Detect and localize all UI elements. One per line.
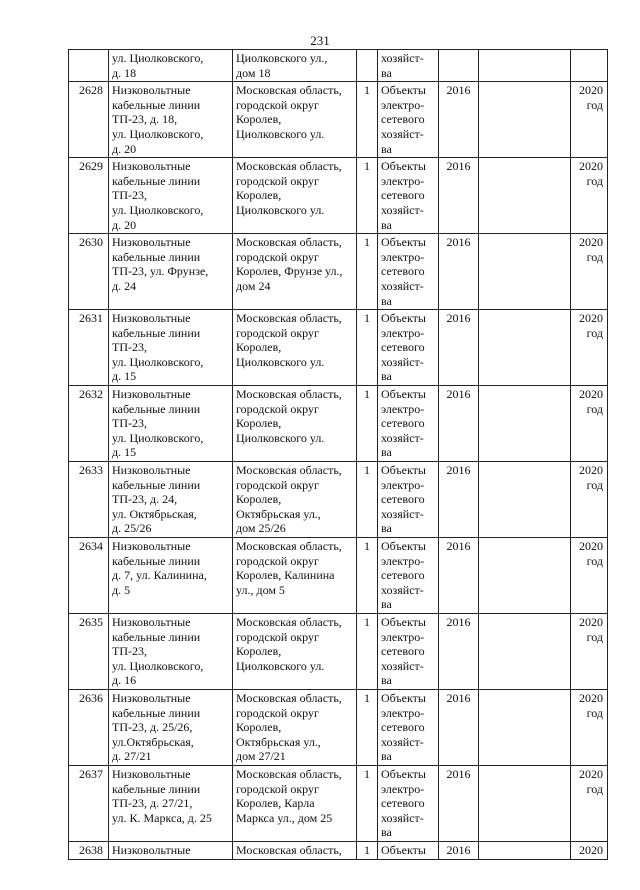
- cell-plan-year: 2020 год: [571, 765, 608, 841]
- cell-category: Объекты электро- сетевого хозяйст- ва: [378, 234, 439, 310]
- table-row: [69, 462, 608, 538]
- cell-category: Объекты электро- сетевого хозяйст- ва: [378, 82, 439, 158]
- table-row: [69, 841, 608, 859]
- table-row: [69, 386, 608, 462]
- cell-number: 2638: [69, 841, 109, 859]
- cell-plan-year: 2020 год: [571, 234, 608, 310]
- cell-number: 2628: [69, 82, 109, 158]
- cell-blank: [479, 386, 571, 462]
- cell-number: 2635: [69, 614, 109, 690]
- cell-address: Московская область, городской округ Королев, Октябрьская ул., дом 25/26: [233, 462, 357, 538]
- cell-year: 2016: [439, 386, 479, 462]
- cell-plan-year: 2020 год: [571, 462, 608, 538]
- cell-address: Московская область, городской округ Королев, Октябрьская ул., дом 27/21: [233, 689, 357, 765]
- cell-quantity: 1: [357, 689, 378, 765]
- cell-blank: [479, 614, 571, 690]
- cell-object-name: Низковольтные кабельные линии ТП-23, ул. Циолковского, д. 15: [109, 310, 233, 386]
- cell-year: 2016: [439, 689, 479, 765]
- cell-address: Московская область, городской округ Королев, Циолковского ул.: [233, 386, 357, 462]
- cell-category: Объекты электро- сетевого хозяйст- ва: [378, 614, 439, 690]
- cell-quantity: 1: [357, 82, 378, 158]
- cell-address: Московская область, городской округ Королев, Циолковского ул.: [233, 310, 357, 386]
- cell-address: Московская область,: [233, 841, 357, 859]
- cell-number: 2637: [69, 765, 109, 841]
- cell-category: Объекты электро- сетевого хозяйст- ва: [378, 310, 439, 386]
- cell-blank: [479, 689, 571, 765]
- table-row: [69, 310, 608, 386]
- cell-category: Объекты электро- сетевого хозяйст- ва: [378, 158, 439, 234]
- cell-plan-year: 2020 год: [571, 158, 608, 234]
- cell-number: 2633: [69, 462, 109, 538]
- cell-category: Объекты: [378, 841, 439, 859]
- cell-object-name: ул. Циолковского, д. 18: [109, 50, 233, 82]
- cell-year: 2016: [439, 310, 479, 386]
- cell-object-name: Низковольтные кабельные линии ТП-23, ул. Фрунзе, д. 24: [109, 234, 233, 310]
- cell-year: [439, 50, 479, 82]
- table-row: [69, 765, 608, 841]
- cell-category: Объекты электро- сетевого хозяйст- ва: [378, 538, 439, 614]
- cell-blank: [479, 841, 571, 859]
- cell-object-name: Низковольтные кабельные линии ТП-23, ул. Циолковского, д. 16: [109, 614, 233, 690]
- cell-category: Объекты электро- сетевого хозяйст- ва: [378, 462, 439, 538]
- table-row: [69, 82, 608, 158]
- cell-quantity: 1: [357, 462, 378, 538]
- cell-blank: [479, 82, 571, 158]
- cell-year: 2016: [439, 841, 479, 859]
- cell-number: 2630: [69, 234, 109, 310]
- cell-quantity: 1: [357, 234, 378, 310]
- cell-number: [69, 50, 109, 82]
- cell-address: Московская область, городской округ Королев, Калинина ул., дом 5: [233, 538, 357, 614]
- cell-number: 2634: [69, 538, 109, 614]
- cell-category: Объекты электро- сетевого хозяйст- ва: [378, 386, 439, 462]
- cell-quantity: 1: [357, 841, 378, 859]
- table-row: [69, 538, 608, 614]
- cell-plan-year: 2020 год: [571, 310, 608, 386]
- cell-quantity: [357, 50, 378, 82]
- cell-quantity: 1: [357, 310, 378, 386]
- cell-blank: [479, 462, 571, 538]
- cell-plan-year: [571, 50, 608, 82]
- cell-quantity: 1: [357, 614, 378, 690]
- cell-object-name: Низковольтные кабельные линии ТП-23, д. 27/21, ул. К. Маркса, д. 25: [109, 765, 233, 841]
- cell-blank: [479, 50, 571, 82]
- cell-year: 2016: [439, 234, 479, 310]
- registry-table: [68, 49, 608, 860]
- cell-quantity: 1: [357, 765, 378, 841]
- cell-year: 2016: [439, 765, 479, 841]
- cell-address: Московская область, городской округ Королев, Циолковского ул.: [233, 158, 357, 234]
- cell-year: 2016: [439, 538, 479, 614]
- cell-blank: [479, 765, 571, 841]
- cell-plan-year: 2020 год: [571, 386, 608, 462]
- cell-blank: [479, 310, 571, 386]
- cell-blank: [479, 158, 571, 234]
- cell-plan-year: 2020 год: [571, 538, 608, 614]
- cell-number: 2632: [69, 386, 109, 462]
- cell-object-name: Низковольтные кабельные линии ТП-23, д. 25/26, ул.Октябрьская, д. 27/21: [109, 689, 233, 765]
- cell-address: Циолковского ул., дом 18: [233, 50, 357, 82]
- cell-object-name: Низковольтные кабельные линии ТП-23, д. 18, ул. Циолковского, д. 20: [109, 82, 233, 158]
- cell-address: Московская область, городской округ Королев, Циолковского ул.: [233, 614, 357, 690]
- cell-category: Объекты электро- сетевого хозяйст- ва: [378, 689, 439, 765]
- table-row: [69, 689, 608, 765]
- table-row: [69, 158, 608, 234]
- cell-year: 2016: [439, 82, 479, 158]
- cell-object-name: Низковольтные: [109, 841, 233, 859]
- cell-plan-year: 2020: [571, 841, 608, 859]
- cell-year: 2016: [439, 462, 479, 538]
- cell-blank: [479, 538, 571, 614]
- cell-year: 2016: [439, 158, 479, 234]
- cell-year: 2016: [439, 614, 479, 690]
- table-row: [69, 234, 608, 310]
- cell-object-name: Низковольтные кабельные линии д. 7, ул. Калинина, д. 5: [109, 538, 233, 614]
- cell-quantity: 1: [357, 386, 378, 462]
- cell-plan-year: 2020 год: [571, 689, 608, 765]
- table-row: [69, 614, 608, 690]
- cell-plan-year: 2020 год: [571, 614, 608, 690]
- cell-number: 2636: [69, 689, 109, 765]
- cell-object-name: Низковольтные кабельные линии ТП-23, ул. Циолковского, д. 20: [109, 158, 233, 234]
- cell-number: 2631: [69, 310, 109, 386]
- cell-address: Московская область, городской округ Королев, Циолковского ул.: [233, 82, 357, 158]
- cell-address: Московская область, городской округ Королев, Фрунзе ул., дом 24: [233, 234, 357, 310]
- cell-object-name: Низковольтные кабельные линии ТП-23, д. 24, ул. Октябрьская, д. 25/26: [109, 462, 233, 538]
- cell-quantity: 1: [357, 538, 378, 614]
- cell-category: Объекты электро- сетевого хозяйст- ва: [378, 765, 439, 841]
- cell-blank: [479, 234, 571, 310]
- cell-number: 2629: [69, 158, 109, 234]
- cell-quantity: 1: [357, 158, 378, 234]
- cell-address: Московская область, городской округ Королев, Карла Маркса ул., дом 25: [233, 765, 357, 841]
- cell-category: хозяйст- ва: [378, 50, 439, 82]
- page-number: 231: [310, 33, 330, 48]
- cell-object-name: Низковольтные кабельные линии ТП-23, ул. Циолковского, д. 15: [109, 386, 233, 462]
- cell-plan-year: 2020 год: [571, 82, 608, 158]
- continuation-row: [69, 50, 608, 82]
